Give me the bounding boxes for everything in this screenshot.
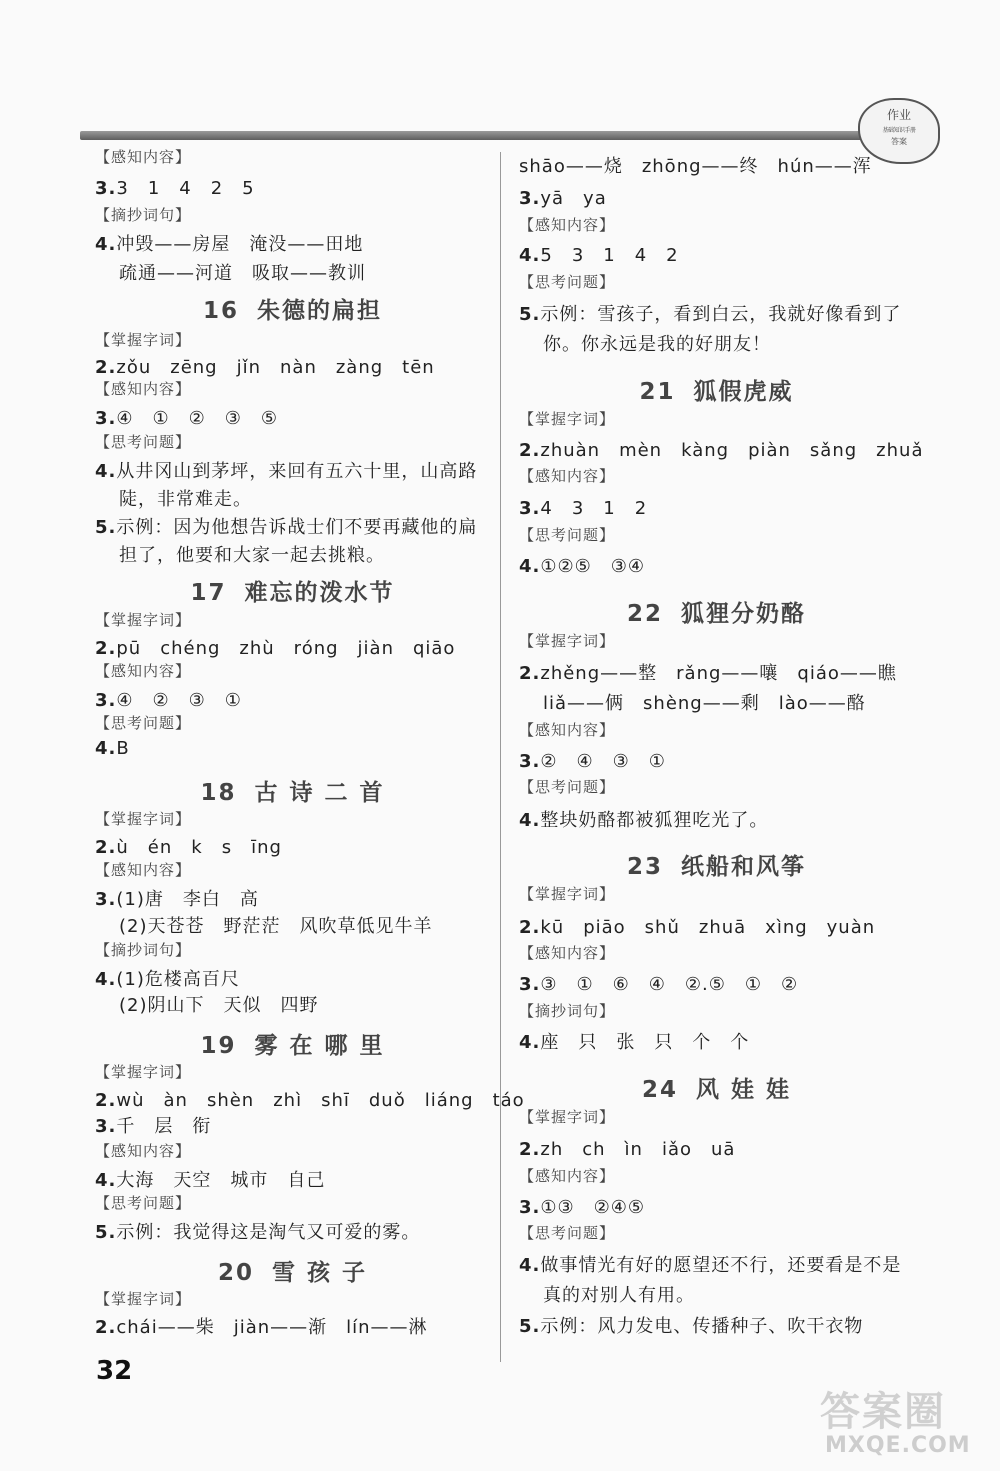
answer-line <box>95 513 477 539</box>
answer-line <box>519 1251 901 1277</box>
lesson-name: 狐假虎威 <box>693 379 794 405</box>
answer-line <box>95 912 433 938</box>
answer-line <box>95 885 259 911</box>
lesson-title <box>519 373 914 406</box>
answer-line <box>95 738 130 759</box>
answer-line <box>519 241 679 267</box>
answer-line <box>95 833 282 859</box>
logo-line-3: 答案 <box>891 137 907 146</box>
answer-line <box>519 913 875 939</box>
lesson-name: 难忘的泼水节 <box>244 580 395 606</box>
question-number: 2. <box>519 663 541 684</box>
question-number: 3. <box>519 974 541 995</box>
section-tag: 【掌握字词】 <box>95 331 192 349</box>
answer-text: 示例：我觉得这是淘气又可爱的雾。 <box>116 1222 421 1243</box>
answer-line <box>519 494 647 520</box>
answer-line <box>95 634 455 660</box>
answer-text: ①②⑤ ③④ <box>540 556 646 577</box>
question-number: 3. <box>95 690 117 711</box>
lesson-number: 16 <box>202 298 239 324</box>
answer-line <box>519 1281 695 1307</box>
question-number: 3. <box>95 1116 117 1137</box>
header-bar <box>80 131 870 140</box>
lesson-name: 朱德的扁担 <box>257 298 382 324</box>
answer-line <box>95 686 242 712</box>
lesson-number: 22 <box>626 601 663 627</box>
answer-line <box>95 541 385 567</box>
answer-text: 做事情光有好的愿望还不行，还要看是不是 <box>540 1255 902 1276</box>
answer-text: ①③ ②④⑤ <box>540 1197 646 1218</box>
answer-line <box>95 1086 525 1112</box>
question-number: 5. <box>95 1222 117 1243</box>
question-number: 4. <box>95 234 117 255</box>
lesson-name: 风 娃 娃 <box>696 1077 792 1103</box>
section-tag: 【掌握字词】 <box>95 611 192 629</box>
lesson-title <box>519 1071 914 1104</box>
question-number: 2. <box>95 837 117 858</box>
question-number: 4. <box>519 810 541 831</box>
lesson-number: 19 <box>200 1033 237 1059</box>
question-number: 4. <box>95 461 117 482</box>
answer-text: (2)阴山下 天似 四野 <box>119 995 319 1016</box>
question-number: 3. <box>519 751 541 772</box>
answer-line <box>95 174 255 200</box>
watermark-url: MXQE.COM <box>825 1433 971 1458</box>
answer-text: 陡，非常难走。 <box>119 489 252 510</box>
question-number: 4. <box>519 245 541 266</box>
answer-line <box>519 552 645 578</box>
lesson-title <box>95 292 490 325</box>
answer-text: zhěng——整 rǎng——嚷 qiáo——瞧 <box>540 663 897 684</box>
answer-text: zhuàn mèn kàng piàn sǎng zhuǎ <box>540 440 924 461</box>
question-number: 4. <box>95 1170 117 1191</box>
section-tag: 【思考问题】 <box>519 526 616 544</box>
lesson-number: 21 <box>639 379 676 405</box>
section-tag: 【思考问题】 <box>95 433 192 451</box>
answer-text: yā ya <box>540 188 607 209</box>
answer-line <box>519 806 768 832</box>
question-number: 2. <box>95 1090 117 1111</box>
answer-text: 冲毁——房屋 淹没——田地 <box>116 234 364 255</box>
question-number: 2. <box>95 357 117 378</box>
section-tag: 【感知内容】 <box>95 861 192 879</box>
section-tag: 【掌握字词】 <box>95 810 192 828</box>
column-divider <box>500 152 501 1362</box>
question-number: 4. <box>519 1255 541 1276</box>
question-number: 3. <box>95 178 117 199</box>
section-tag: 【感知内容】 <box>95 380 192 398</box>
answer-text: 疏通——河道 吸取——教训 <box>119 263 366 284</box>
question-number: 3. <box>95 889 117 910</box>
question-number: 4. <box>95 738 117 759</box>
answer-text: B <box>116 738 130 759</box>
section-tag: 【感知内容】 <box>519 721 616 739</box>
answer-text: ③ ① ⑥ ④ ②.⑤ ① ② <box>540 974 799 995</box>
lesson-number: 17 <box>190 580 227 606</box>
answer-text: 座 只 张 只 个 个 <box>540 1032 750 1053</box>
section-tag: 【摘抄词句】 <box>95 941 192 959</box>
answer-line <box>95 1112 211 1138</box>
answer-line <box>519 1135 735 1161</box>
answer-line <box>95 404 278 430</box>
answer-line <box>95 353 435 379</box>
lesson-number: 24 <box>641 1077 678 1103</box>
section-tag: 【掌握字词】 <box>519 1108 616 1126</box>
lesson-number: 23 <box>626 854 663 880</box>
question-number: 4. <box>95 969 117 990</box>
section-tag: 【摘抄词句】 <box>95 206 192 224</box>
lesson-title <box>95 574 490 607</box>
watermark-logo: 答案圈 <box>820 1389 946 1435</box>
answer-text: wù àn shèn zhì shī duǒ liáng táo <box>116 1090 525 1111</box>
section-tag: 【思考问题】 <box>519 778 616 796</box>
answer-text: 整块奶酪都被狐狸吃光了。 <box>540 810 769 831</box>
answer-text: zǒu zēng jǐn nàn zàng tēn <box>116 357 435 378</box>
answer-line <box>519 1193 645 1219</box>
answer-text: ④ ① ② ③ ⑤ <box>116 408 279 429</box>
answer-text: ② ④ ③ ① <box>540 751 666 772</box>
answer-text: 5 3 1 4 2 <box>540 245 679 266</box>
answer-text: 示例：因为他想告诉战士们不要再藏他的扁 <box>116 517 478 538</box>
lesson-number: 18 <box>200 780 237 806</box>
lesson-name: 雪 孩 子 <box>272 1260 368 1286</box>
answer-text: pū chéng zhù róng jiàn qiāo <box>116 638 456 659</box>
answer-text: 千 层 衔 <box>116 1116 212 1137</box>
answer-line <box>519 747 666 773</box>
answer-text: ④ ② ③ ① <box>116 690 242 711</box>
section-tag: 【掌握字词】 <box>95 1063 192 1081</box>
answer-text: (1)危楼高百尺 <box>116 969 240 990</box>
logo-line-1: 作业 <box>886 108 911 122</box>
section-tag: 【感知内容】 <box>519 216 616 234</box>
answer-text: (1)唐 李白 高 <box>116 889 259 910</box>
answer-line <box>519 330 771 356</box>
section-tag: 【感知内容】 <box>519 467 616 485</box>
question-number: 5. <box>95 517 117 538</box>
question-number: 2. <box>519 917 541 938</box>
section-tag: 【感知内容】 <box>95 662 192 680</box>
lesson-name: 纸船和风筝 <box>681 854 806 880</box>
section-tag: 【思考问题】 <box>95 1194 192 1212</box>
answer-line <box>519 1028 749 1054</box>
lesson-number: 20 <box>217 1260 254 1286</box>
section-tag: 【感知内容】 <box>95 1142 192 1160</box>
answer-line <box>95 991 319 1017</box>
answer-line <box>519 970 798 996</box>
section-tag: 【掌握字词】 <box>95 1290 192 1308</box>
question-number: 5. <box>519 1316 541 1337</box>
lesson-name: 狐狸分奶酪 <box>681 601 806 627</box>
answer-line <box>95 965 240 991</box>
answer-line <box>95 230 363 256</box>
answer-line <box>519 659 897 685</box>
question-number: 2. <box>95 638 117 659</box>
answer-text: kū piāo shǔ zhuā xìng yuàn <box>540 917 876 938</box>
answer-line <box>519 689 866 715</box>
answer-line <box>519 436 923 462</box>
question-number: 3. <box>519 188 541 209</box>
answer-line <box>95 1166 325 1192</box>
lesson-title <box>519 595 914 628</box>
section-tag: 【思考问题】 <box>519 1224 616 1242</box>
answer-text: liǎ——俩 shèng——剩 lào——酪 <box>543 693 866 714</box>
question-number: 3. <box>519 1197 541 1218</box>
section-tag: 【思考问题】 <box>95 714 192 732</box>
lesson-title <box>519 848 914 881</box>
answer-text: 大海 天空 城市 自己 <box>116 1170 326 1191</box>
answer-text: 示例：风力发电、传播种子、吹干衣物 <box>540 1316 864 1337</box>
section-tag: 【摘抄词句】 <box>519 1002 616 1020</box>
section-tag: 【掌握字词】 <box>519 885 616 903</box>
answer-text: (2)天苍苍 野茫茫 风吹草低见牛羊 <box>119 916 433 937</box>
section-tag: 【掌握字词】 <box>519 632 616 650</box>
answer-line <box>519 184 607 210</box>
section-tag: 【感知内容】 <box>519 944 616 962</box>
answer-text: 3 1 4 2 5 <box>116 178 255 199</box>
answer-text: 担了，他要和大家一起去挑粮。 <box>119 545 385 566</box>
answer-line <box>519 1312 863 1338</box>
answer-text: chái——柴 jiàn——渐 lín——淋 <box>116 1317 428 1338</box>
question-number: 3. <box>95 408 117 429</box>
answer-line <box>519 300 901 326</box>
answer-text: 示例：雪孩子，看到白云，我就好像看到了 <box>540 304 902 325</box>
section-tag: 【思考问题】 <box>519 273 616 291</box>
page-number: 32 <box>96 1356 133 1386</box>
question-number: 3. <box>519 498 541 519</box>
answer-line <box>519 152 872 178</box>
question-number: 5. <box>519 304 541 325</box>
answer-text: shāo——烧 zhōng——终 hún——浑 <box>519 156 872 177</box>
section-tag: 【掌握字词】 <box>519 410 616 428</box>
answer-text: zh ch ìn iǎo uā <box>540 1139 736 1160</box>
question-number: 4. <box>519 556 541 577</box>
answer-line <box>95 1218 420 1244</box>
lesson-name: 古 诗 二 首 <box>254 780 385 806</box>
section-tag: 【感知内容】 <box>95 148 192 166</box>
section-tag: 【感知内容】 <box>519 1167 616 1185</box>
answer-line <box>95 259 366 285</box>
answer-text: ù én k s īng <box>116 837 282 858</box>
question-number: 4. <box>519 1032 541 1053</box>
answer-line <box>95 1313 428 1339</box>
answer-line <box>95 485 252 511</box>
question-number: 2. <box>519 1139 541 1160</box>
lesson-title <box>95 1254 490 1287</box>
lesson-title <box>95 1027 490 1060</box>
answer-line <box>95 457 477 483</box>
answer-text: 4 3 1 2 <box>540 498 648 519</box>
lesson-name: 雾 在 哪 里 <box>254 1033 385 1059</box>
question-number: 2. <box>95 1317 117 1338</box>
lesson-title <box>95 774 490 807</box>
question-number: 2. <box>519 440 541 461</box>
answer-text: 你。你永远是我的好朋友！ <box>543 334 771 355</box>
answer-text: 从井冈山到茅坪，来回有五六十里，山高路 <box>116 461 478 482</box>
logo-line-2: 基础知识手册 <box>882 127 916 134</box>
answer-text: 真的对别人有用。 <box>543 1285 695 1306</box>
